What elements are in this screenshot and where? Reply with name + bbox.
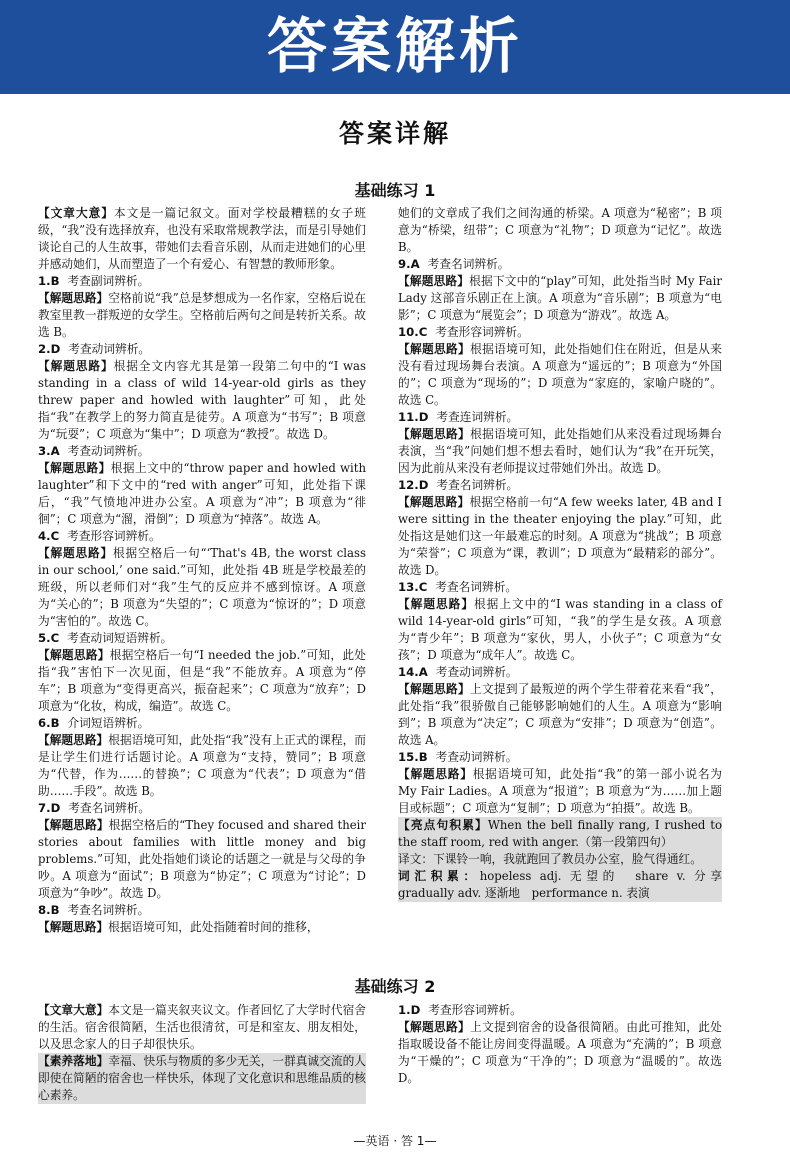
- answer-number: 5.C: [38, 631, 60, 645]
- answer-number: 7.D: [38, 801, 61, 815]
- section2-right-column: [398, 1002, 722, 1087]
- paragraph-text: 根据语境可知，此处指她们从来没看过现场舞台表演，当“我”问她们想不想去看时，她们认为“我”在开玩笑，因为此前从来没有老师提议过带她们外出。故选 D。: [398, 427, 722, 475]
- question-type: 考查副词辨析。: [67, 274, 150, 288]
- section1-left-column: [38, 205, 366, 936]
- question-answer: [398, 477, 722, 494]
- explanation-paragraph: [398, 766, 722, 817]
- explanation-paragraph: [398, 494, 722, 579]
- label-tag: 【素养落地】: [38, 1054, 109, 1068]
- explanation-paragraph: [38, 647, 366, 715]
- label-tag: 【解题思路】: [398, 342, 471, 356]
- highlight-note: [398, 817, 722, 851]
- highlight-note: [38, 1053, 366, 1104]
- label-tag: 【解题思路】: [398, 682, 470, 696]
- explanation-paragraph: [398, 1019, 722, 1087]
- label-tag: 【文章大意】: [38, 1003, 109, 1017]
- paragraph-text: 根据空格前一句“A few weeks later, 4B and I were sitting in the theater enjoying the play.”可知，此处指这是她们这一年最难忘的时刻。A 项意为“挑战”；B 项意为“荣誉”；C 项意为“课，教训”；D 项意为“最精彩的部分”。故选 D。: [398, 495, 722, 577]
- question-type: 考查动词辨析。: [435, 665, 518, 679]
- label-tag: 【解题思路】: [398, 767, 473, 781]
- paragraph-text: When the bell finally rang, I rushed to the staff room, red with anger.（第一段第四句）: [398, 818, 722, 849]
- question-type: 介词短语辨析。: [67, 716, 150, 730]
- explanation-paragraph: [398, 681, 722, 749]
- highlight-note: [398, 868, 734, 902]
- answer-number: 2.D: [38, 342, 61, 356]
- paragraph-text: 根据空格后的“They focused and shared their stories about families with little money and big problems.”可知，此处指她们谈论的话题之一就是与父母的争吵。A 项意为“面试”；B 项意为“协定”；C 项意为“讨论”；D 项意为“争吵”。故选 D。: [38, 818, 366, 900]
- question-answer: [398, 1002, 722, 1019]
- question-type: 考查连词辨析。: [436, 410, 519, 424]
- paragraph-text: 上文提到宿舍的设备很简陋。由此可推知，此处指取暖设备不能让房间变得温暖。A 项意为“充满的”；B 项意为“干燥的”；C 项意为“干净的”；D 项意为“温暖的”。故选 D。: [398, 1020, 722, 1085]
- paragraph-text: 本文是一篇记叙文。面对学校最糟糕的女子班级，“我”没有选择放弃，也没有采取常规教学法，而是引导她们谈论自己的人生故事，带她们去看音乐剧，从而走进她们的心里并感动她们，从而塑造了一个有爱心、有智慧的教师形象。: [38, 206, 366, 271]
- question-type: 考查名词辨析。: [68, 801, 151, 815]
- answer-number: 14.A: [398, 665, 428, 679]
- answer-number: 10.C: [398, 325, 428, 339]
- paragraph-text: 根据语境可知，此处指她们住在附近，但是从来没有看过现场舞台表演。A 项意为“遥远的”；B 项意为“外国的”；C 项意为“现场的”；D 项意为“家庭的，家喻户晓的”。故选 C。: [398, 342, 722, 407]
- explanation-paragraph: [398, 596, 722, 664]
- explanation-paragraph: [398, 426, 722, 477]
- question-answer: [38, 528, 366, 545]
- question-answer: [398, 256, 722, 273]
- explanation-paragraph: [38, 545, 366, 630]
- question-answer: [38, 902, 366, 919]
- explanation-paragraph: [38, 205, 366, 273]
- paragraph-text: 根据上文中的“I was standing in a class of wild 14-year-old girls”可知，“我”的学生是女孩。A 项意为“青少年”；B 项意为“家伙，男人，小伙子”；C 项意为“女孩”；D 项意为“成年人”。故选 C。: [398, 597, 722, 662]
- question-answer: [38, 443, 366, 460]
- paragraph-text: 根据语境可知，此处指“我”的第一部小说名为 My Fair Ladies。A 项意为“报道”；B 项意为“为……加上题目或标题”；C 项意为“复制”；D 项意为“拍摄”。故选 B。: [398, 767, 722, 815]
- question-type: 考查形容词辨析。: [435, 325, 529, 339]
- explanation-paragraph: [38, 1002, 366, 1053]
- label-tag: 【解题思路】: [398, 274, 470, 288]
- answer-number: 3.A: [38, 444, 60, 458]
- paragraph-text: 译文：下课铃一响，我就跑回了教员办公室，脸气得通红。: [398, 852, 702, 866]
- paragraph-text: 幸福、快乐与物质的多少无关，一群真诚交流的人即使在简陋的宿舍也一样快乐，体现了文化意识和思维品质的核心素养。: [38, 1054, 366, 1102]
- answer-number: 1.D: [398, 1003, 421, 1017]
- paragraph-text: 空格前说“我”总是梦想成为一名作家，空格后说在教室里教一群叛逆的女学生。空格前后两句之间是转折关系。故选 B。: [38, 291, 366, 339]
- label-tag: 【解题思路】: [38, 648, 110, 662]
- question-answer: [38, 715, 366, 732]
- label-tag: 词汇积累：: [398, 869, 480, 883]
- explanation-paragraph: [398, 273, 722, 324]
- paragraph-text: hopeless adj. 无望的 share v. 分享 gradually adv. 逐渐地 performance n. 表演: [398, 869, 734, 900]
- explanation-paragraph: [398, 205, 722, 256]
- question-type: 考查形容词辨析。: [67, 529, 161, 543]
- answer-number: 4.C: [38, 529, 60, 543]
- section2-left-column: [38, 1002, 366, 1104]
- label-tag: 【解题思路】: [38, 818, 109, 832]
- paragraph-text: 根据全文内容尤其是第一段第二句中的“I was standing in a class of wild 14-year-old girls as they threw paper and howled with laughter”可知，此处指“我”在教学上的努力简直是徒劳。A 项意为“书写”；B 项意为“玩耍”；C 项意为“集中”；D 项意为“教授”。故选 D。: [38, 359, 366, 441]
- section-title-2: 基础练习 2: [354, 977, 436, 996]
- question-type: 考查名词辨析。: [67, 903, 150, 917]
- answer-number: 15.B: [398, 750, 428, 764]
- paragraph-text: 根据下文中的“play”可知，此处指当时 My Fair Lady 这部音乐剧正在上演。A 项意为“音乐剧”；B 项意为“电影”；C 项意为“展览会”；D 项意为“游戏”。故选 A。: [398, 274, 722, 322]
- question-answer: [38, 800, 366, 817]
- paragraph-text: 她们的文章成了我们之间沟通的桥梁。A 项意为“秘密”；B 项意为“桥梁，纽带”；C 项意为“礼物”；D 项意为“记忆”。故选 B。: [398, 206, 722, 254]
- explanation-paragraph: [38, 817, 366, 902]
- question-answer: [38, 630, 366, 647]
- answer-number: 1.B: [38, 274, 60, 288]
- question-type: 考查名词辨析。: [427, 257, 510, 271]
- question-type: 考查形容词辨析。: [428, 1003, 522, 1017]
- answer-number: 6.B: [38, 716, 60, 730]
- question-answer: [398, 324, 722, 341]
- paragraph-text: 根据语境可知，此处指随着时间的推移，: [108, 920, 319, 934]
- page-title: 答案详解: [338, 119, 451, 148]
- question-type: 考查动词辨析。: [435, 750, 518, 764]
- label-tag: 【解题思路】: [398, 427, 471, 441]
- question-answer: [398, 409, 722, 426]
- label-tag: 【解题思路】: [38, 359, 114, 373]
- answer-number: 11.D: [398, 410, 429, 424]
- banner-title: 答案解析: [0, 0, 790, 94]
- question-answer: [38, 273, 366, 290]
- paragraph-text: 本文是一篇夹叙夹议文。作者回忆了大学时代宿舍的生活。宿舍很简陋，生活也很清贫，可是和室友、朋友相处，以及思念家人的日子却很快乐。: [38, 1003, 366, 1051]
- question-answer: [398, 664, 722, 681]
- label-tag: 【解题思路】: [398, 1020, 471, 1034]
- explanation-paragraph: [398, 341, 722, 409]
- answer-number: 8.B: [38, 903, 60, 917]
- label-tag: 【解题思路】: [38, 291, 109, 305]
- label-tag: 【亮点句积累】: [398, 818, 488, 832]
- question-type: 考查名词辨析。: [436, 478, 519, 492]
- question-answer: [38, 341, 366, 358]
- label-tag: 【解题思路】: [398, 597, 474, 611]
- section1-right-column: [398, 205, 734, 902]
- question-type: 考查动词辨析。: [68, 342, 151, 356]
- explanation-paragraph: [38, 732, 366, 800]
- label-tag: 【解题思路】: [38, 546, 114, 560]
- question-type: 考查动词短语辨析。: [67, 631, 173, 645]
- paragraph-text: 根据空格后一句“I needed the job.”可知，此处指“我”害怕下一次见面，但是“我”不能放弃。A 项意为“停车”；B 项意为“变得更高兴，振奋起来”；C 项意为“放弃”；D 项意为“化妆，构成，编造”。故选 C。: [38, 648, 366, 713]
- explanation-paragraph: [38, 460, 366, 528]
- answer-number: 12.D: [398, 478, 429, 492]
- label-tag: 【解题思路】: [38, 461, 111, 475]
- label-tag: 【解题思路】: [398, 495, 470, 509]
- paragraph-text: 根据空格后一句“‘That's 4B, the worst class in our school,’ one said.”可知，此处指 4B 班是学校最差的班级，所以老师们对“我”生气的反应并不感到惊讶。A 项意为“关心的”；B 项意为“失望的”；C 项意为“惊讶的”；D 项意为“害怕的”。故选 C。: [38, 546, 366, 628]
- label-tag: 【解题思路】: [38, 733, 109, 747]
- explanation-paragraph: [38, 919, 366, 936]
- section-title-1: 基础练习 1: [354, 181, 436, 200]
- explanation-paragraph: [38, 290, 366, 341]
- question-type: 考查动词辨析。: [67, 444, 150, 458]
- question-answer: [398, 579, 722, 596]
- question-answer: [398, 749, 722, 766]
- question-type: 考查名词辨析。: [435, 580, 518, 594]
- paragraph-text: 根据上文中的“throw paper and howled with laughter”和下文中的“red with anger”可知，此处指下课后，“我”气愤地冲进办公室。A 项意为“冲”；B 项意为“徘徊”；C 项意为“溜，滑倒”；D 项意为“掉落”。故选 A。: [38, 461, 366, 526]
- label-tag: 【解题思路】: [38, 920, 109, 934]
- answer-number: 9.A: [398, 257, 420, 271]
- explanation-paragraph: [38, 358, 366, 443]
- highlight-note: [398, 851, 722, 868]
- paragraph-text: 上文提到了最叛逆的两个学生带着花来看“我”，此处指“我”很骄傲自己能够影响她们的人生。A 项意为“影响到”；B 项意为“决定”；C 项意为“安排”；D 项意为“创造”。故选 A。: [398, 682, 722, 747]
- answer-number: 13.C: [398, 580, 428, 594]
- label-tag: 【文章大意】: [38, 206, 114, 220]
- page-footer: —英语 · 答 1—: [353, 1134, 437, 1148]
- paragraph-text: 根据语境可知，此处指“我”没有上正式的课程，而是让学生们进行话题讨论。A 项意为“支持，赞同”；B 项意为“代替，作为……的替换”；C 项意为“代表”；D 项意为“借助……手段”。故选 B。: [38, 733, 366, 798]
